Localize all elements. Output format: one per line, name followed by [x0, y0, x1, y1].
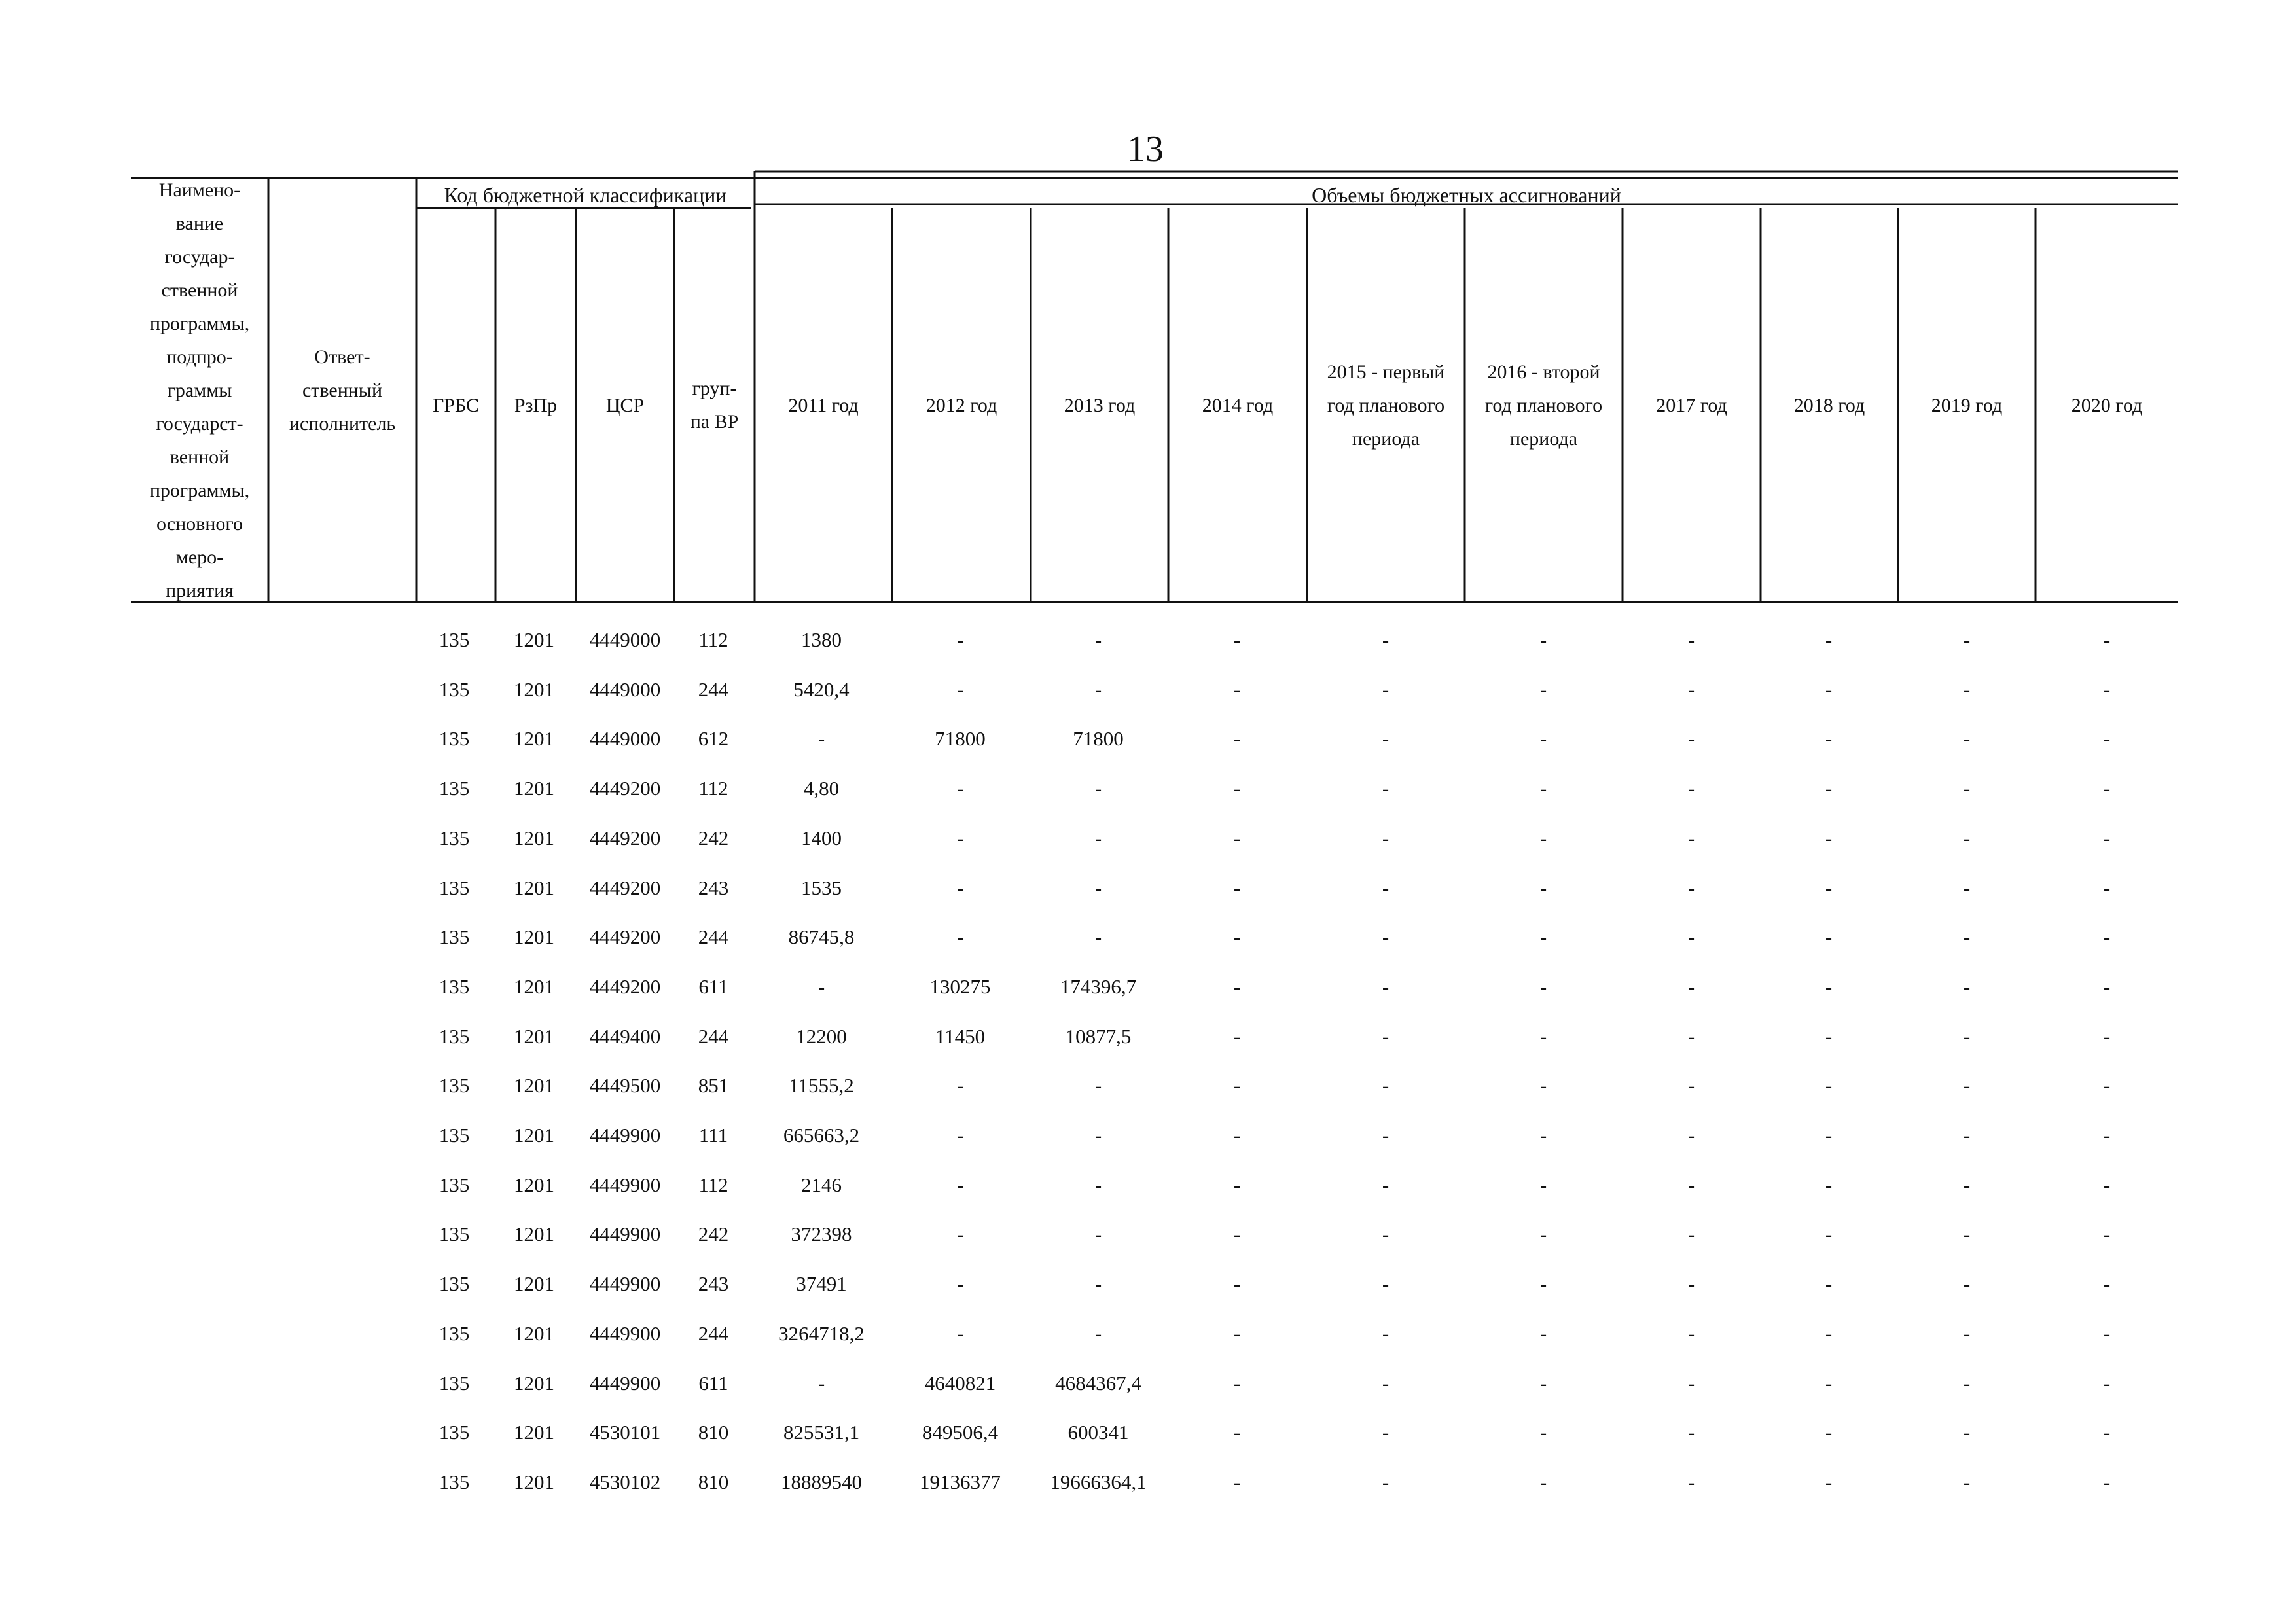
cell-year-2012: - [956, 1321, 964, 1345]
cell-year-2020: - [2103, 826, 2111, 849]
cell-csr: 4530102 [589, 1470, 661, 1493]
cell-year-2016: - [1539, 727, 1547, 751]
cell-csr: 4449900 [589, 1173, 661, 1196]
cell-rzpr: 1201 [514, 826, 554, 849]
cell-year-2015: - [1382, 876, 1390, 899]
cell-year-2015: - [1382, 1272, 1390, 1296]
cell-year-2018: - [1825, 1421, 1833, 1444]
cell-year-2016: - [1539, 1024, 1547, 1048]
header-year-2017: 2017 год [1656, 394, 1727, 416]
cell-grbs: 135 [439, 1321, 470, 1345]
cell-grbs: 135 [439, 1371, 470, 1395]
cell-vr-group: 243 [698, 1272, 729, 1296]
cell-year-2013: - [1094, 1272, 1102, 1296]
header-year-2014: 2014 год [1202, 394, 1274, 416]
page-number: 13 [1127, 129, 1164, 169]
cell-rzpr: 1201 [514, 1272, 554, 1296]
cell-vr-group: 111 [698, 1124, 728, 1147]
cell-year-2020: - [2103, 1321, 2111, 1345]
cell-year-2015: - [1382, 1124, 1390, 1147]
cell-grbs: 135 [439, 876, 470, 899]
header-name-column: Наимено- вание государ- ственной программы, подпро- граммы государст- венной программы, основного меро- приятия [149, 179, 250, 601]
cell-rzpr: 1201 [514, 628, 554, 651]
cell-year-2013: - [1094, 876, 1102, 899]
cell-vr-group: 612 [698, 727, 729, 751]
cell-grbs: 135 [439, 1074, 470, 1097]
cell-year-2016: - [1539, 1222, 1547, 1246]
cell-year-2012: 849506,4 [922, 1421, 999, 1444]
cell-csr: 4449500 [589, 1074, 661, 1097]
cell-year-2014: - [1233, 727, 1241, 751]
cell-year-2013: 71800 [1073, 727, 1124, 751]
cell-year-2018: - [1825, 974, 1833, 998]
cell-year-2019: - [1963, 1173, 1971, 1196]
cell-year-2011: - [817, 727, 825, 751]
cell-year-2012: - [956, 677, 964, 701]
cell-year-2012: - [956, 876, 964, 899]
cell-year-2017: - [1687, 1321, 1695, 1345]
cell-vr-group: 242 [698, 1222, 729, 1246]
cell-year-2011: 4,80 [803, 777, 840, 800]
cell-vr-group: 244 [698, 677, 729, 701]
cell-year-2011: 825531,1 [783, 1421, 860, 1444]
cell-year-2019: - [1963, 628, 1971, 651]
cell-year-2013: - [1094, 1124, 1102, 1147]
cell-year-2011: 37491 [796, 1272, 847, 1296]
table-row [0, 1215, 2296, 1254]
cell-year-2012: 11450 [935, 1024, 986, 1048]
header-budget-volumes-group: Объемы бюджетных ассигнований [1312, 183, 1621, 207]
cell-year-2015: - [1382, 1024, 1390, 1048]
cell-rzpr: 1201 [514, 1074, 554, 1097]
cell-year-2014: - [1233, 1074, 1241, 1097]
cell-year-2020: - [2103, 777, 2111, 800]
cell-year-2019: - [1963, 777, 1971, 800]
cell-year-2013: - [1094, 1173, 1102, 1196]
cell-year-2017: - [1687, 628, 1695, 651]
cell-grbs: 135 [439, 1024, 470, 1048]
cell-year-2015: - [1382, 727, 1390, 751]
header-year-2020: 2020 год [2071, 394, 2143, 416]
cell-year-2018: - [1825, 727, 1833, 751]
cell-year-2018: - [1825, 1222, 1833, 1246]
cell-csr: 4449900 [589, 1124, 661, 1147]
cell-year-2016: - [1539, 1371, 1547, 1395]
table-row [0, 868, 2296, 908]
cell-year-2012: - [956, 1272, 964, 1296]
cell-year-2012: - [956, 628, 964, 651]
cell-year-2011: 1535 [801, 876, 842, 899]
cell-csr: 4449200 [589, 974, 661, 998]
cell-year-2020: - [2103, 974, 2111, 998]
cell-year-2017: - [1687, 974, 1695, 998]
cell-year-2014: - [1233, 1470, 1241, 1493]
cell-year-2017: - [1687, 1371, 1695, 1395]
cell-year-2014: - [1233, 974, 1241, 998]
cell-grbs: 135 [439, 974, 470, 998]
cell-year-2018: - [1825, 826, 1833, 849]
cell-year-2018: - [1825, 1371, 1833, 1395]
cell-year-2012: - [956, 925, 964, 949]
cell-vr-group: 112 [698, 628, 728, 651]
cell-year-2014: - [1233, 1024, 1241, 1048]
cell-year-2016: - [1539, 1470, 1547, 1493]
cell-year-2015: - [1382, 1321, 1390, 1345]
cell-year-2011: 5420,4 [793, 677, 850, 701]
cell-year-2020: - [2103, 1024, 2111, 1048]
cell-grbs: 135 [439, 1470, 470, 1493]
cell-year-2018: - [1825, 1024, 1833, 1048]
cell-vr-group: 851 [698, 1074, 729, 1097]
cell-year-2019: - [1963, 727, 1971, 751]
cell-year-2015: - [1382, 826, 1390, 849]
cell-year-2020: - [2103, 727, 2111, 751]
cell-year-2020: - [2103, 1371, 2111, 1395]
cell-year-2015: - [1382, 628, 1390, 651]
cell-year-2014: - [1233, 1321, 1241, 1345]
cell-grbs: 135 [439, 1222, 470, 1246]
cell-rzpr: 1201 [514, 1321, 554, 1345]
cell-year-2019: - [1963, 925, 1971, 949]
cell-year-2020: - [2103, 1421, 2111, 1444]
cell-csr: 4449000 [589, 677, 661, 701]
cell-vr-group: 611 [698, 1371, 728, 1395]
cell-year-2011: - [817, 974, 825, 998]
table-row [0, 1066, 2296, 1105]
cell-year-2011: 372398 [791, 1222, 852, 1246]
cell-year-2016: - [1539, 1272, 1547, 1296]
cell-grbs: 135 [439, 777, 470, 800]
cell-year-2012: 19136377 [920, 1470, 1001, 1493]
cell-csr: 4449900 [589, 1321, 661, 1345]
cell-year-2015: - [1382, 1074, 1390, 1097]
cell-year-2017: - [1687, 1024, 1695, 1048]
cell-year-2020: - [2103, 677, 2111, 701]
cell-rzpr: 1201 [514, 876, 554, 899]
cell-rzpr: 1201 [514, 777, 554, 800]
header-year-2018: 2018 год [1793, 394, 1865, 416]
table-row [0, 918, 2296, 957]
cell-year-2016: - [1539, 1124, 1547, 1147]
cell-year-2019: - [1963, 974, 1971, 998]
cell-year-2017: - [1687, 727, 1695, 751]
cell-year-2016: - [1539, 1173, 1547, 1196]
table-row [0, 1166, 2296, 1205]
cell-year-2012: - [956, 1124, 964, 1147]
cell-csr: 4449000 [589, 628, 661, 651]
cell-year-2014: - [1233, 1371, 1241, 1395]
cell-rzpr: 1201 [514, 1421, 554, 1444]
cell-year-2018: - [1825, 1124, 1833, 1147]
cell-rzpr: 1201 [514, 727, 554, 751]
cell-year-2011: 2146 [801, 1173, 842, 1196]
cell-year-2019: - [1963, 1222, 1971, 1246]
cell-grbs: 135 [439, 1173, 470, 1196]
cell-year-2013: - [1094, 925, 1102, 949]
table-row [0, 769, 2296, 808]
cell-year-2013: - [1094, 777, 1102, 800]
cell-rzpr: 1201 [514, 1222, 554, 1246]
cell-year-2013: - [1094, 1074, 1102, 1097]
table-row [0, 819, 2296, 858]
header-year-2015: 2015 - первый год планового периода [1327, 361, 1445, 450]
cell-year-2018: - [1825, 677, 1833, 701]
cell-grbs: 135 [439, 1272, 470, 1296]
cell-year-2013: - [1094, 677, 1102, 701]
cell-csr: 4449200 [589, 876, 661, 899]
cell-year-2017: - [1687, 677, 1695, 701]
table-row [0, 1463, 2296, 1502]
cell-year-2017: - [1687, 1421, 1695, 1444]
cell-rzpr: 1201 [514, 1470, 554, 1493]
cell-year-2016: - [1539, 1421, 1547, 1444]
cell-year-2011: 18889540 [781, 1470, 862, 1493]
cell-year-2014: - [1233, 826, 1241, 849]
cell-year-2016: - [1539, 777, 1547, 800]
cell-vr-group: 242 [698, 826, 729, 849]
cell-year-2014: - [1233, 628, 1241, 651]
cell-year-2013: 19666364,1 [1050, 1470, 1147, 1493]
header-rzpr: РзПр [514, 394, 558, 416]
cell-csr: 4449400 [589, 1024, 661, 1048]
cell-year-2019: - [1963, 1321, 1971, 1345]
cell-year-2014: - [1233, 777, 1241, 800]
cell-year-2018: - [1825, 1173, 1833, 1196]
cell-rzpr: 1201 [514, 925, 554, 949]
cell-rzpr: 1201 [514, 677, 554, 701]
cell-csr: 4449900 [589, 1371, 661, 1395]
cell-year-2011: 1380 [801, 628, 842, 651]
cell-grbs: 135 [439, 1124, 470, 1147]
cell-year-2018: - [1825, 1321, 1833, 1345]
cell-year-2014: - [1233, 876, 1241, 899]
cell-year-2014: - [1233, 1222, 1241, 1246]
cell-year-2014: - [1233, 925, 1241, 949]
cell-year-2015: - [1382, 1222, 1390, 1246]
table-row [0, 1264, 2296, 1304]
cell-year-2019: - [1963, 826, 1971, 849]
cell-year-2014: - [1233, 677, 1241, 701]
cell-grbs: 135 [439, 826, 470, 849]
cell-year-2011: 3264718,2 [778, 1321, 865, 1345]
cell-year-2011: - [817, 1371, 825, 1395]
table-row [0, 1314, 2296, 1353]
cell-rzpr: 1201 [514, 1371, 554, 1395]
table-row [0, 719, 2296, 758]
cell-csr: 4449000 [589, 727, 661, 751]
cell-vr-group: 244 [698, 925, 729, 949]
cell-year-2016: - [1539, 974, 1547, 998]
cell-year-2012: - [956, 1074, 964, 1097]
cell-year-2012: - [956, 1222, 964, 1246]
cell-year-2015: - [1382, 1421, 1390, 1444]
header-year-2013: 2013 год [1064, 394, 1136, 416]
cell-year-2018: - [1825, 925, 1833, 949]
cell-year-2017: - [1687, 1173, 1695, 1196]
cell-year-2016: - [1539, 925, 1547, 949]
cell-year-2019: - [1963, 1470, 1971, 1493]
table-row [0, 620, 2296, 660]
cell-year-2017: - [1687, 876, 1695, 899]
cell-vr-group: 243 [698, 876, 729, 899]
header-year-2011: 2011 год [788, 394, 859, 416]
cell-year-2016: - [1539, 677, 1547, 701]
cell-year-2016: - [1539, 1074, 1547, 1097]
cell-csr: 4449200 [589, 777, 661, 800]
cell-year-2018: - [1825, 777, 1833, 800]
table-row [0, 670, 2296, 709]
cell-csr: 4449900 [589, 1222, 661, 1246]
cell-year-2013: - [1094, 1222, 1102, 1246]
cell-year-2019: - [1963, 1272, 1971, 1296]
cell-rzpr: 1201 [514, 1024, 554, 1048]
cell-year-2015: - [1382, 974, 1390, 998]
cell-year-2015: - [1382, 1470, 1390, 1493]
cell-year-2015: - [1382, 677, 1390, 701]
cell-year-2019: - [1963, 1124, 1971, 1147]
cell-year-2012: - [956, 1173, 964, 1196]
cell-year-2013: 174396,7 [1060, 974, 1137, 998]
cell-year-2019: - [1963, 1421, 1971, 1444]
table-row [0, 1116, 2296, 1155]
cell-year-2018: - [1825, 876, 1833, 899]
cell-csr: 4530101 [589, 1421, 661, 1444]
cell-year-2015: - [1382, 777, 1390, 800]
cell-year-2011: 86745,8 [788, 925, 855, 949]
cell-vr-group: 810 [698, 1421, 729, 1444]
table-row [0, 1364, 2296, 1403]
cell-year-2014: - [1233, 1272, 1241, 1296]
cell-rzpr: 1201 [514, 974, 554, 998]
cell-year-2011: 12200 [796, 1024, 847, 1048]
cell-year-2013: - [1094, 1321, 1102, 1345]
cell-year-2017: - [1687, 1222, 1695, 1246]
cell-vr-group: 244 [698, 1321, 729, 1345]
table-row [0, 967, 2296, 1007]
cell-year-2014: - [1233, 1124, 1241, 1147]
cell-year-2012: - [956, 777, 964, 800]
cell-year-2018: - [1825, 1272, 1833, 1296]
cell-year-2013: 600341 [1067, 1421, 1129, 1444]
cell-year-2018: - [1825, 1074, 1833, 1097]
cell-year-2018: - [1825, 628, 1833, 651]
cell-year-2018: - [1825, 1470, 1833, 1493]
cell-year-2019: - [1963, 1024, 1971, 1048]
cell-grbs: 135 [439, 727, 470, 751]
cell-year-2016: - [1539, 826, 1547, 849]
cell-vr-group: 810 [698, 1470, 729, 1493]
cell-year-2020: - [2103, 1272, 2111, 1296]
cell-year-2017: - [1687, 826, 1695, 849]
cell-vr-group: 244 [698, 1024, 729, 1048]
table-row [0, 1413, 2296, 1452]
cell-grbs: 135 [439, 925, 470, 949]
cell-year-2013: 10877,5 [1065, 1024, 1132, 1048]
cell-year-2017: - [1687, 1470, 1695, 1493]
cell-grbs: 135 [439, 677, 470, 701]
cell-year-2016: - [1539, 876, 1547, 899]
cell-year-2017: - [1687, 1272, 1695, 1296]
cell-year-2017: - [1687, 925, 1695, 949]
cell-rzpr: 1201 [514, 1124, 554, 1147]
cell-year-2015: - [1382, 1173, 1390, 1196]
cell-year-2016: - [1539, 628, 1547, 651]
cell-csr: 4449900 [589, 1272, 661, 1296]
cell-year-2017: - [1687, 1124, 1695, 1147]
cell-year-2012: 130275 [929, 974, 991, 998]
header-year-2019: 2019 год [1931, 394, 2003, 416]
cell-grbs: 135 [439, 628, 470, 651]
cell-year-2012: 71800 [935, 727, 986, 751]
header-executor-column: Ответ- ственный исполнитель [289, 346, 396, 435]
cell-year-2017: - [1687, 777, 1695, 800]
table-row [0, 1017, 2296, 1056]
cell-year-2015: - [1382, 925, 1390, 949]
header-csr: ЦСР [605, 394, 645, 416]
cell-year-2020: - [2103, 1124, 2111, 1147]
cell-year-2019: - [1963, 876, 1971, 899]
cell-year-2020: - [2103, 628, 2111, 651]
cell-year-2020: - [2103, 925, 2111, 949]
cell-year-2013: - [1094, 826, 1102, 849]
cell-csr: 4449200 [589, 925, 661, 949]
cell-vr-group: 611 [698, 974, 728, 998]
cell-rzpr: 1201 [514, 1173, 554, 1196]
header-year-2016: 2016 - второй год планового периода [1484, 361, 1603, 450]
cell-year-2011: 665663,2 [783, 1124, 860, 1147]
cell-year-2019: - [1963, 677, 1971, 701]
cell-vr-group: 112 [698, 1173, 728, 1196]
cell-year-2020: - [2103, 1470, 2111, 1493]
header-vr-group: груп- па ВР [690, 378, 739, 433]
cell-year-2020: - [2103, 1074, 2111, 1097]
cell-year-2020: - [2103, 876, 2111, 899]
header-grbs: ГРБС [432, 394, 480, 416]
header-budget-code-group: Код бюджетной классификации [444, 183, 727, 207]
cell-year-2015: - [1382, 1371, 1390, 1395]
cell-grbs: 135 [439, 1421, 470, 1444]
cell-year-2011: 1400 [801, 826, 842, 849]
cell-year-2012: - [956, 826, 964, 849]
cell-year-2016: - [1539, 1321, 1547, 1345]
cell-year-2020: - [2103, 1173, 2111, 1196]
cell-year-2014: - [1233, 1173, 1241, 1196]
cell-year-2011: 11555,2 [789, 1074, 854, 1097]
cell-year-2014: - [1233, 1421, 1241, 1444]
cell-year-2017: - [1687, 1074, 1695, 1097]
cell-year-2013: 4684367,4 [1055, 1371, 1141, 1395]
cell-year-2012: 4640821 [924, 1371, 996, 1395]
header-year-2012: 2012 год [925, 394, 997, 416]
cell-year-2013: - [1094, 628, 1102, 651]
cell-year-2019: - [1963, 1371, 1971, 1395]
cell-vr-group: 112 [698, 777, 728, 800]
cell-csr: 4449200 [589, 826, 661, 849]
cell-year-2020: - [2103, 1222, 2111, 1246]
cell-year-2019: - [1963, 1074, 1971, 1097]
